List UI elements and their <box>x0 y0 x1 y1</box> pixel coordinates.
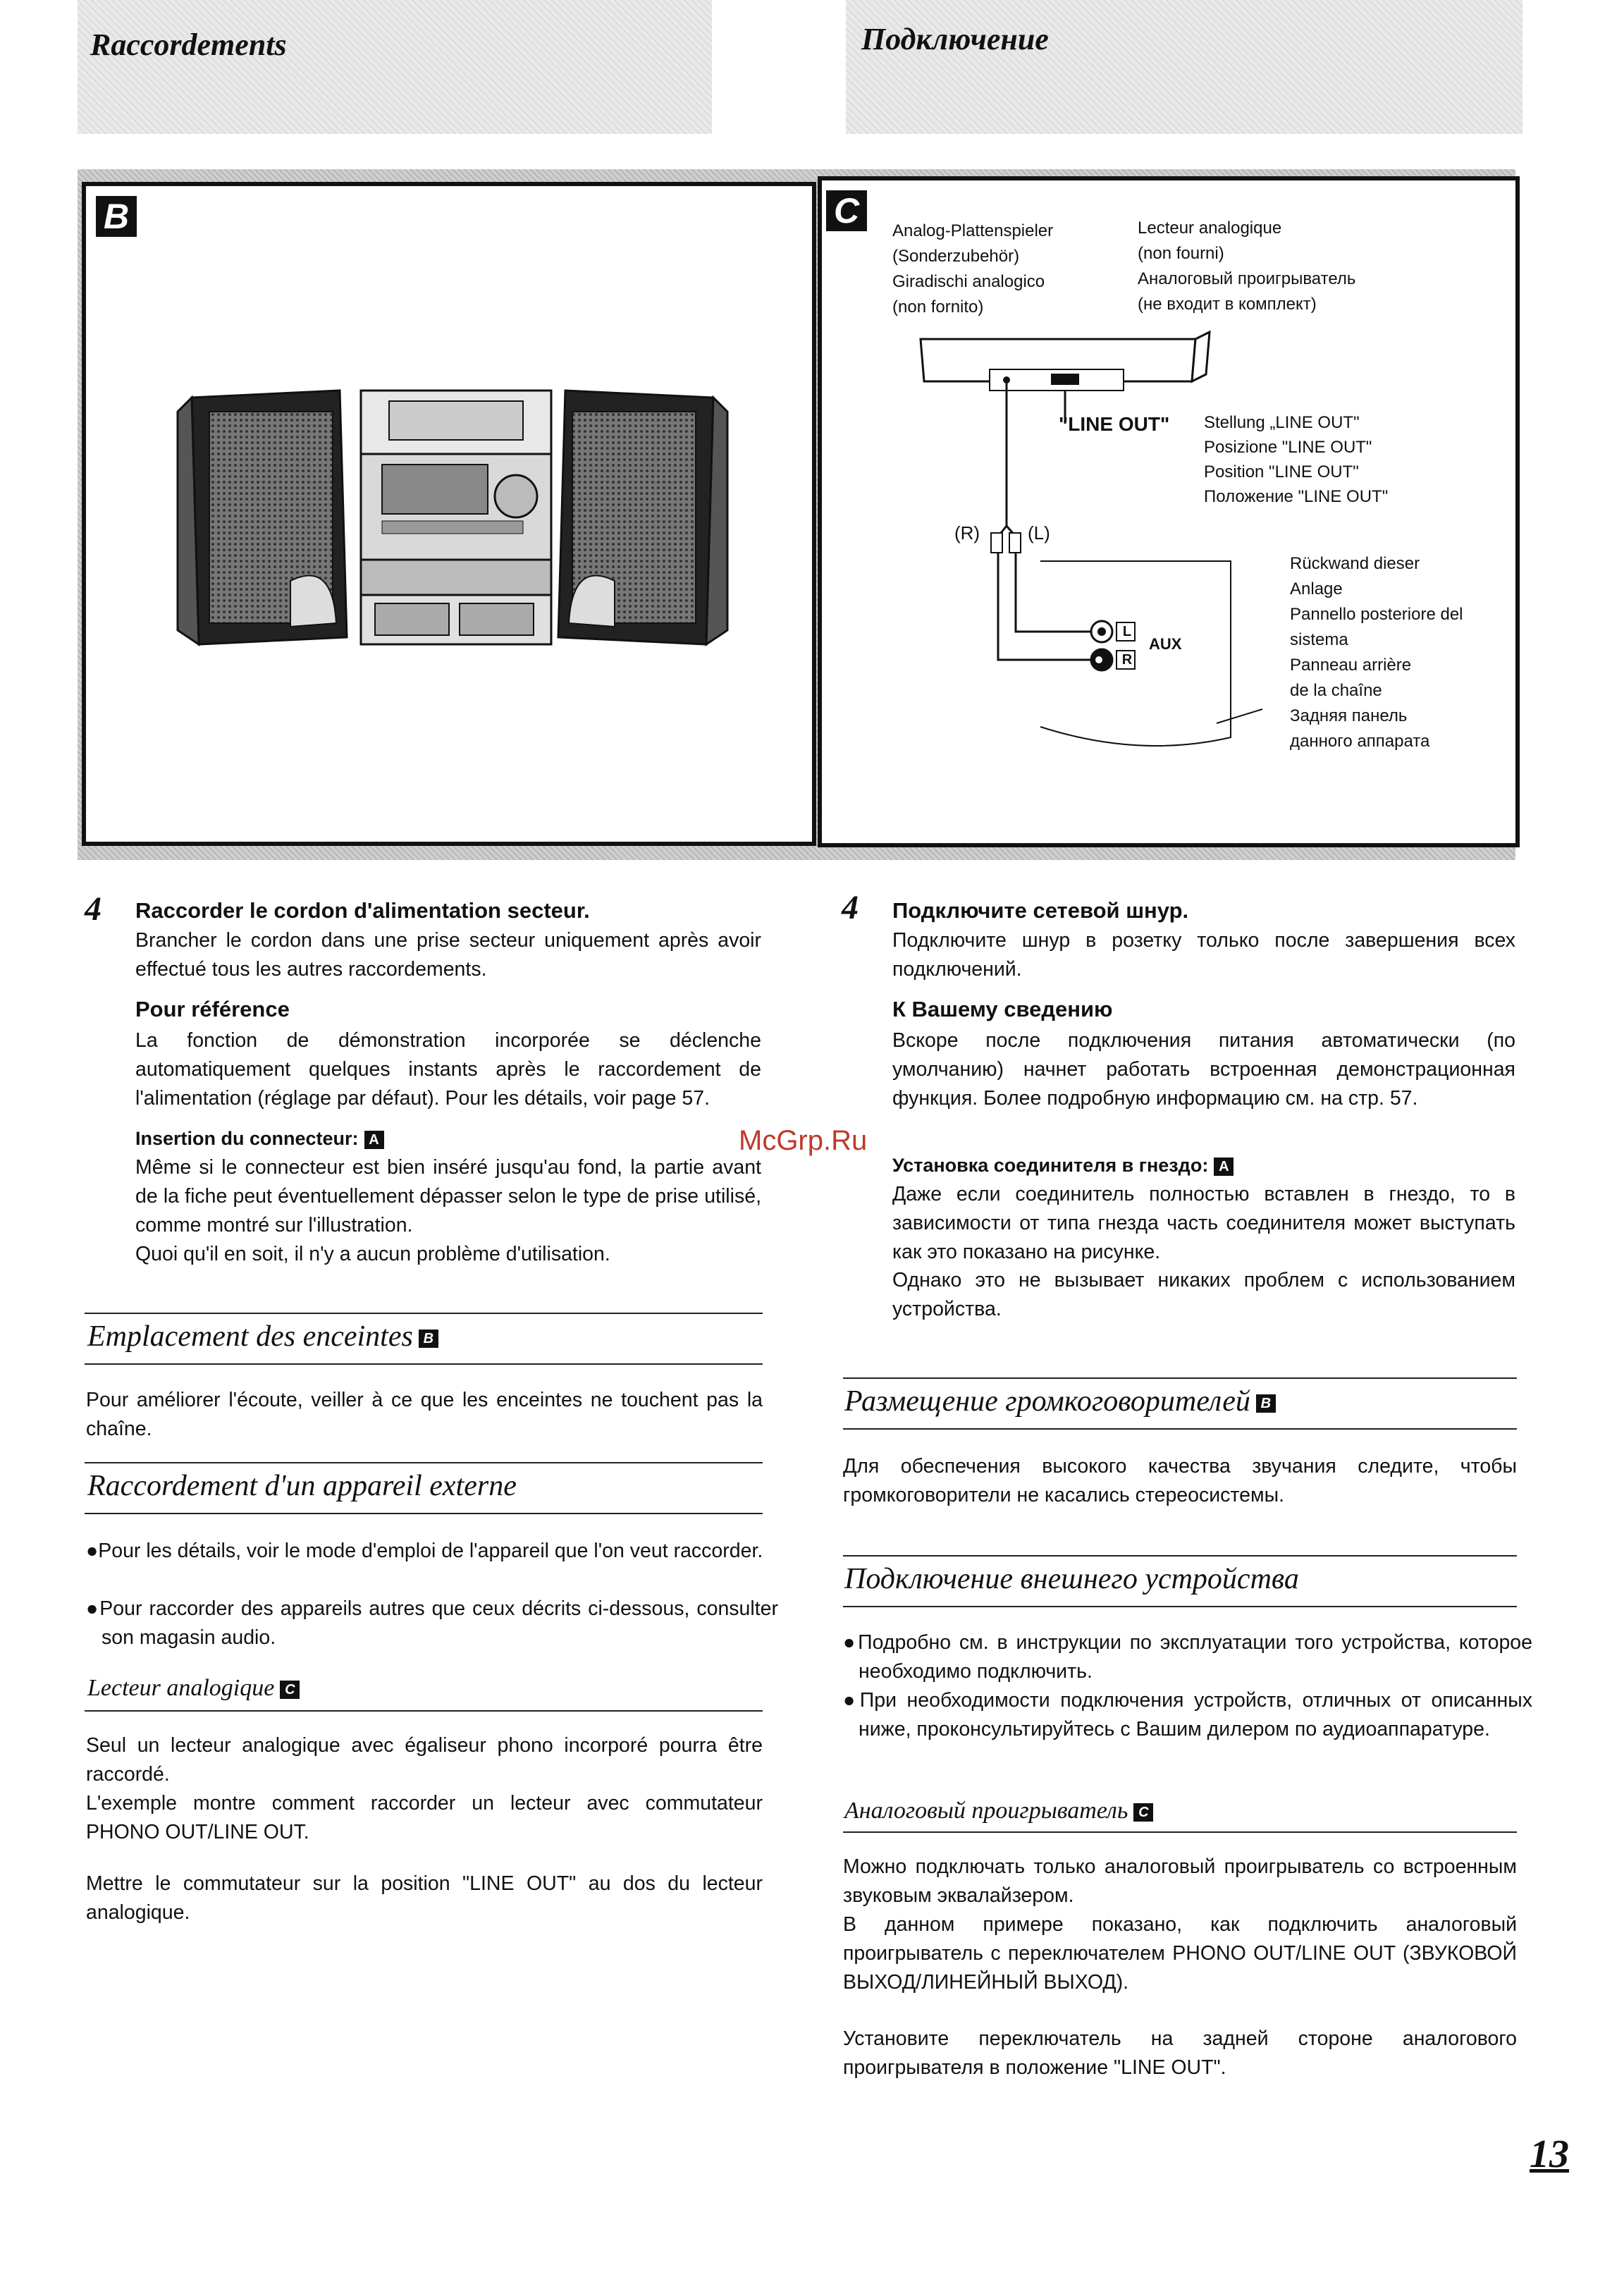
channel-label-r: (R) <box>954 522 980 544</box>
player-label-line: Аналоговый проигрыватель <box>1138 269 1356 288</box>
figure-c-panel <box>818 176 1520 847</box>
rear-panel-label-line: Panneau arrière <box>1290 656 1412 675</box>
rear-panel-label-line: Задняя панель <box>1290 706 1408 725</box>
fr-insert-title-text: Insertion du connecteur: <box>135 1128 359 1149</box>
player-label-line: Lecteur analogique <box>1138 219 1282 238</box>
position-label-line: Stellung „LINE OUT" <box>1204 413 1360 432</box>
ru-step-number: 4 <box>842 889 859 926</box>
position-labels <box>1204 410 1388 509</box>
header-band-right <box>846 0 1522 134</box>
ru-insert-title-text: Установка соединителя в гнездо: <box>892 1155 1209 1176</box>
ru-player-text-2: В данном примере показано, как подключить аналоговый проигрыватель с переключателем PHONO OUT/LINE OUT (ЗВУКОВОЙ ВЫХОД/ЛИНЕЙНЫЙ ВЫХОД). <box>843 1913 1517 1994</box>
fr-subsection-player-title-text: Lecteur analogique <box>87 1675 275 1701</box>
fr-section-speakers-title-text: Emplacement des enceintes <box>87 1320 413 1353</box>
ru-section-rule <box>843 1555 1517 1557</box>
right-speaker <box>558 391 727 644</box>
fr-step-number: 4 <box>85 890 102 928</box>
rear-panel-label-line: Rückwand dieser <box>1290 554 1420 573</box>
ru-player-text-3: Установите переключатель на задней стороне аналогового проигрывателя в положение "LINE OUT". <box>843 2027 1517 2079</box>
player-label-line: (non fornito) <box>892 297 984 317</box>
ru-reference-title: К Вашему сведению <box>892 997 1113 1021</box>
rear-panel-labels <box>1290 551 1463 754</box>
ru-section-external-title: Подключение внешнего устройства <box>844 1563 1299 1595</box>
main-unit <box>361 391 551 644</box>
ru-section-speakers-text: Для обеспечения высокого качества звучания следите, чтобы громкоговорители не касались стереосистемы. <box>843 1455 1517 1506</box>
fr-step-text: Brancher le cordon dans une prise secteur uniquement après avoir effectué tous les autres raccordements. <box>135 929 761 981</box>
header-band-left <box>78 0 712 134</box>
player-label-line: (Sonderzubehör) <box>892 247 1020 266</box>
fr-section-external-title: Raccordement d'un appareil externe <box>87 1470 517 1502</box>
rear-panel-label-line: Pannello posteriore del <box>1290 605 1463 624</box>
position-label-line: Position "LINE OUT" <box>1204 462 1359 481</box>
fr-section-rule <box>85 1513 763 1514</box>
ru-insert-badge: A <box>1214 1158 1234 1176</box>
ru-insert-text: Даже если соединитель полностью вставлен в гнездо, то в зависимости от типа гнезда часть соединителя может выступать как это показано на рисунке. <box>892 1183 1515 1263</box>
fr-section-rule <box>85 1313 763 1314</box>
left-speaker <box>178 391 347 644</box>
jack-label-right: R <box>1121 652 1133 668</box>
fr-section-rule <box>85 1462 763 1463</box>
fr-section-speakers-text: Pour améliorer l'écoute, veiller à ce que les enceintes ne touchent pas la chaîne. <box>86 1389 763 1440</box>
rear-panel-label-line: Anlage <box>1290 579 1343 598</box>
ru-subsection-player-badge: C <box>1133 1803 1153 1822</box>
fr-subsection-player-title <box>87 1675 300 1702</box>
fr-insert-title <box>135 1128 384 1150</box>
position-label-line: Posizione "LINE OUT" <box>1204 438 1372 457</box>
ru-section-speakers-title-text: Размещение громкоговорителей <box>844 1385 1250 1418</box>
figure-b-badge: B <box>96 196 137 237</box>
fr-reference-text: La fonction de démonstration incorporée se déclenche automatiquement quelques instants après le raccordement de l'alimentation (réglage par défaut). Pour les détails, voir page 57. <box>135 1029 761 1110</box>
turntable-rear <box>921 332 1210 391</box>
fr-insert-text-2: Quoi qu'il en soit, il n'y a aucun problème d'utilisation. <box>135 1243 610 1265</box>
rear-panel-label-line: данного аппарата <box>1290 732 1430 751</box>
fr-player-text-3: Mettre le commutateur sur la position "LINE OUT" au dos du lecteur analogique. <box>86 1872 763 1924</box>
jack-label-left: L <box>1122 624 1132 639</box>
fr-section-rule <box>85 1363 763 1365</box>
ru-reference-text: Вскоре после подключения питания автоматически (по умолчанию) начнет работать встроенная демонстрационная функция. Более подробную информацию см. на стр. 57. <box>892 1029 1515 1110</box>
fr-external-bullet: ●Pour les détails, voir le mode d'emploi de l'appareil que l'on veut raccorder. <box>86 1540 763 1562</box>
figure-c-badge: C <box>826 190 867 231</box>
player-label-line: (не входит в комплект) <box>1138 295 1317 314</box>
page-title-french: Raccordements <box>90 27 287 62</box>
player-label-line: (non fourni) <box>1138 244 1224 263</box>
position-label-line: Положение "LINE OUT" <box>1204 487 1389 506</box>
fr-external-bullet: ●Pour raccorder des appareils autres que ceux décrits ci-dessous, consulter son magasin audio. <box>86 1597 778 1649</box>
fr-player-text-2: L'exemple montre comment raccorder un lecteur avec commutateur PHONO OUT/LINE OUT. <box>86 1792 763 1843</box>
ru-insert-text-2: Однако это не вызывает никаких проблем с использованием устройства. <box>892 1269 1515 1320</box>
ru-section-rule <box>843 1831 1517 1833</box>
fr-subsection-player-badge: C <box>280 1681 300 1699</box>
fr-section-speakers-title <box>87 1320 438 1353</box>
player-label-line: Analog-Plattenspieler <box>892 221 1054 240</box>
ru-subsection-player-title <box>844 1798 1153 1824</box>
ru-player-text-1: Можно подключать только аналоговый проигрыватель со встроенным звуковым эквалайзером. <box>843 1855 1517 1907</box>
fr-section-speakers-badge: B <box>419 1330 438 1348</box>
ru-section-rule <box>843 1377 1517 1379</box>
ru-section-speakers-badge: B <box>1256 1394 1276 1413</box>
ru-section-rule <box>843 1606 1517 1607</box>
ru-section-speakers-title <box>844 1384 1276 1418</box>
ru-external-bullet: ●При необходимости подключения устройств, отличных от описанных ниже, проконсультируйтесь с Вашим дилером по аудиоаппаратуре. <box>843 1689 1532 1740</box>
aux-label: AUX <box>1149 635 1182 653</box>
rear-panel-label-line: sistema <box>1290 630 1348 649</box>
fr-insert-text: Même si le connecteur est bien inséré jusqu'au fond, la partie avant de la fiche peut éventuellement dépasser selon le type de prise utilisé, comme montré sur l'illustration. <box>135 1156 761 1236</box>
ru-subsection-player-title-text: Аналоговый проигрыватель <box>844 1798 1128 1824</box>
ru-step-text: Подключите шнур в розетку только после завершения всех подключений. <box>892 929 1515 981</box>
figure-b-panel <box>82 182 816 846</box>
rear-panel-label-line: de la chaîne <box>1290 681 1382 700</box>
fr-player-text-1: Seul un lecteur analogique avec égaliseur phono incorporé pourra être raccordé. <box>86 1734 763 1786</box>
line-out-label: "LINE OUT" <box>1059 413 1170 435</box>
channel-label-l: (L) <box>1028 522 1050 544</box>
ru-external-bullet: ●Подробно см. в инструкции по эксплуатации того устройства, которое необходимо подключить. <box>843 1631 1532 1683</box>
page-title-russian: Подключение <box>861 22 1049 56</box>
ru-insert-title <box>892 1155 1234 1177</box>
fr-insert-badge: A <box>364 1131 384 1149</box>
stereo-system-illustration <box>86 186 812 842</box>
ru-section-rule <box>843 1428 1517 1430</box>
fr-step-title: Raccorder le cordon d'alimentation secteur. <box>135 898 590 923</box>
fr-section-rule <box>85 1710 763 1712</box>
watermark: McGrp.Ru <box>739 1125 868 1156</box>
fr-reference-title: Pour référence <box>135 997 290 1021</box>
page-number: 13 <box>1530 2132 1569 2176</box>
player-label-line: Giradischi analogico <box>892 272 1045 291</box>
ru-step-title: Подключите сетевой шнур. <box>892 898 1189 923</box>
